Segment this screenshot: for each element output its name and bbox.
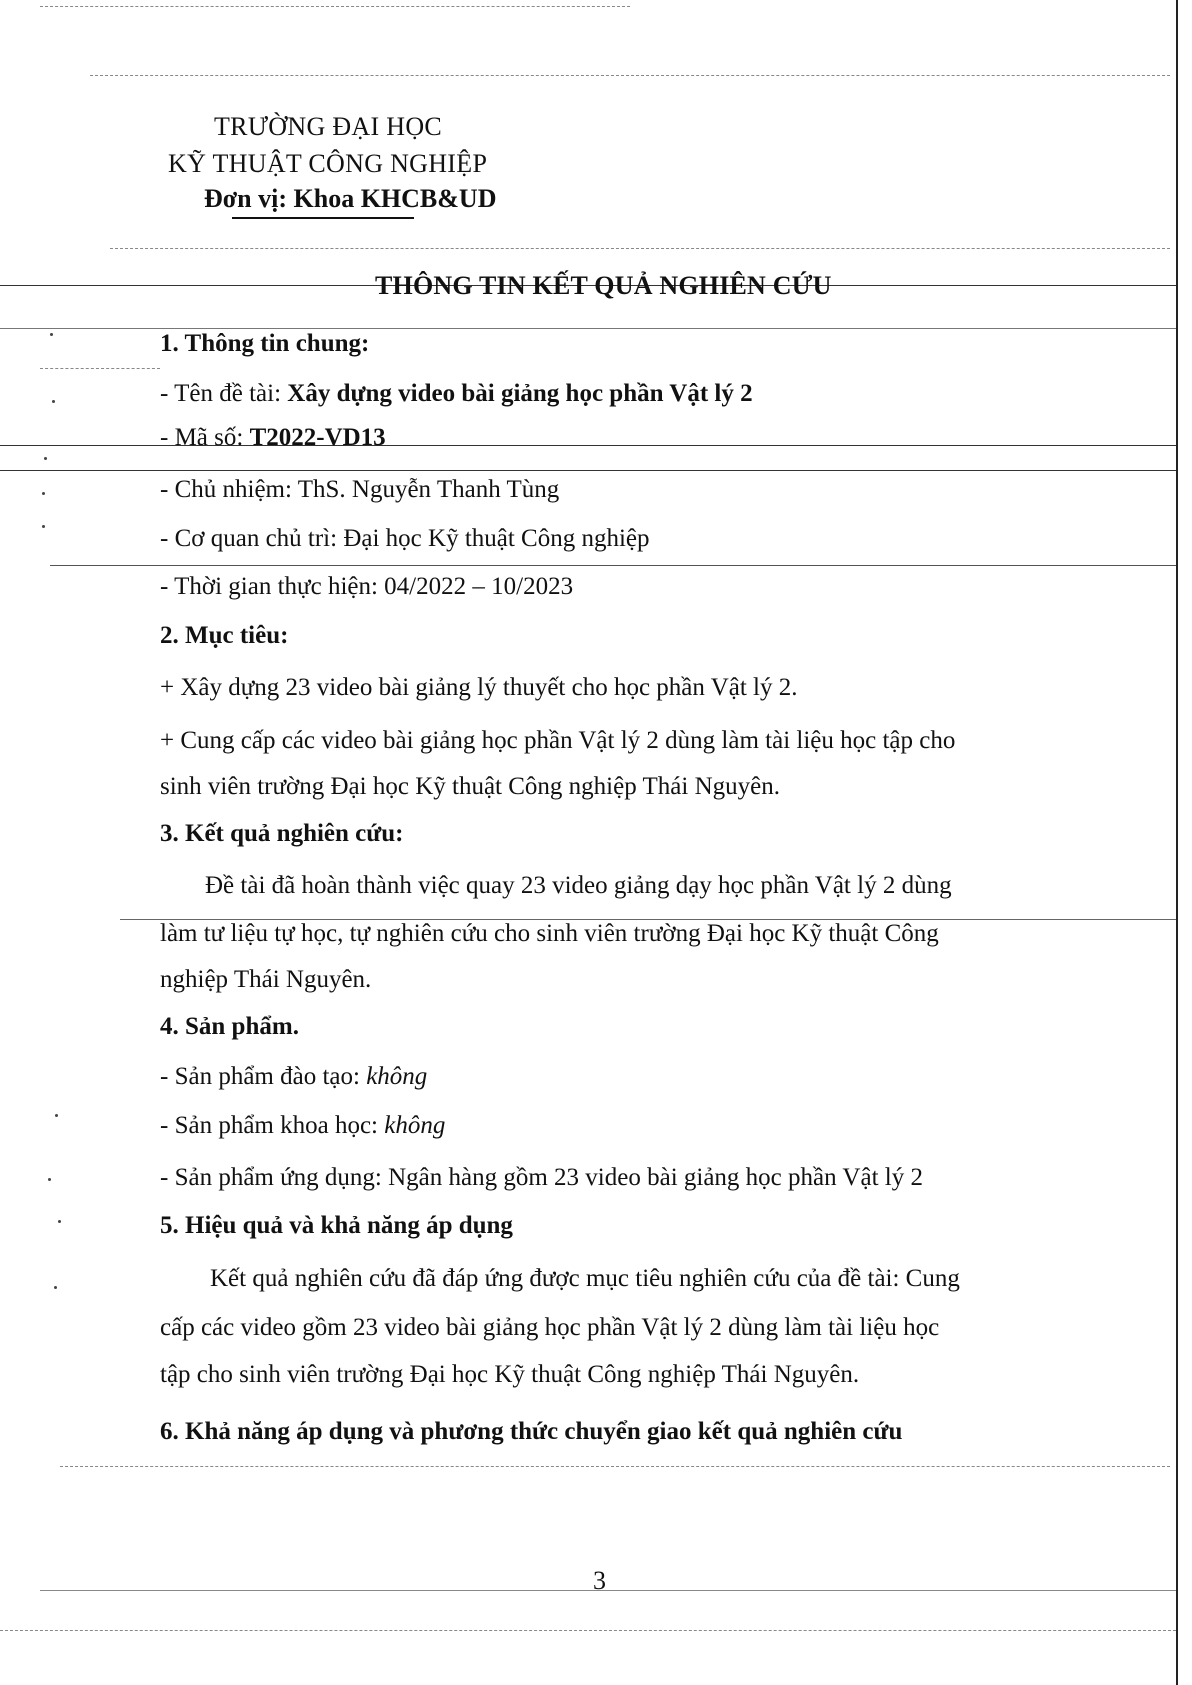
results-line2: làm tư liệu tự học, tự nghiên cứu cho sinh viên trường Đại học Kỹ thuật Công: [160, 920, 939, 947]
scan-speck: [44, 457, 47, 460]
effectiveness-line2: cấp các video gồm 23 video bài giảng học phần Vật lý 2 dùng làm tài liệu học: [160, 1314, 940, 1341]
product-training-line: [160, 1063, 427, 1091]
scan-artifact-line: [40, 6, 630, 7]
scan-speck: [52, 400, 55, 403]
section-heading-effectiveness: 5. Hiệu quả và khả năng áp dụng: [160, 1212, 513, 1239]
product-science-line: [160, 1112, 445, 1140]
topic-line: [160, 380, 753, 408]
scan-artifact-line: [40, 368, 160, 369]
topic-label: - Tên đề tài:: [160, 380, 288, 407]
product-science-label: - Sản phẩm khoa học:: [160, 1112, 385, 1139]
duration-line: - Thời gian thực hiện: 04/2022 – 10/2023: [160, 573, 574, 600]
scan-artifact-line: [110, 248, 1170, 249]
section-heading-objectives: 2. Mục tiêu:: [160, 622, 289, 649]
objective-item-2-line1: + Cung cấp các video bài giảng học phần Vật lý 2 dùng làm tài liệu học tập cho: [160, 727, 956, 754]
unit-underline: [232, 217, 414, 219]
scan-artifact-line: [60, 1466, 1170, 1467]
results-line1: Đề tài đã hoàn thành việc quay 23 video giảng dạy học phần Vật lý 2 dùng: [205, 872, 952, 899]
effectiveness-line3: tập cho sinh viên trường Đại học Kỹ thuật Công nghiệp Thái Nguyên.: [160, 1361, 860, 1388]
scan-artifact-line: [40, 1590, 1176, 1591]
product-training-value: không: [366, 1063, 428, 1090]
effectiveness-line1: Kết quả nghiên cứu đã đáp ứng được mục tiêu nghiên cứu của đề tài: Cung: [210, 1265, 960, 1292]
scan-speck: [58, 1220, 61, 1223]
unit-name: Đơn vị: Khoa KHCB&UD: [204, 184, 497, 213]
scan-artifact-line: [0, 328, 1176, 329]
scan-artifact-line: [0, 470, 1176, 471]
objective-item-1: + Xây dựng 23 video bài giảng lý thuyết cho học phần Vật lý 2.: [160, 674, 798, 701]
results-line3: nghiệp Thái Nguyên.: [160, 966, 372, 993]
section-heading-results: 3. Kết quả nghiên cứu:: [160, 820, 404, 847]
scan-speck: [42, 492, 45, 495]
scan-speck: [42, 525, 45, 528]
school-name-line2: KỸ THUẬT CÔNG NGHIỆP: [168, 149, 488, 178]
objective-item-2-line2: sinh viên trường Đại học Kỹ thuật Công nghiệp Thái Nguyên.: [160, 773, 780, 800]
scan-speck: [54, 1286, 57, 1289]
scan-artifact-line: [50, 565, 1176, 566]
section-heading-general: 1. Thông tin chung:: [160, 330, 370, 357]
product-science-value: không: [384, 1112, 446, 1139]
code-line: [160, 424, 386, 452]
school-name-line1: TRƯỜNG ĐẠI HỌC: [214, 112, 443, 141]
scan-artifact-line: [0, 1630, 1176, 1631]
page-number: 3: [593, 1566, 606, 1595]
code-value: T2022-VD13: [249, 424, 386, 451]
scan-speck: [48, 1178, 51, 1181]
code-label: - Mã số:: [160, 424, 250, 451]
host-line: - Cơ quan chủ trì: Đại học Kỹ thuật Công nghiệp: [160, 525, 650, 552]
topic-value: Xây dựng video bài giảng học phần Vật lý 2: [287, 380, 753, 407]
section-heading-transfer: 6. Khả năng áp dụng và phương thức chuyển giao kết quả nghiên cứu: [160, 1418, 903, 1445]
section-heading-products: 4. Sản phẩm.: [160, 1013, 299, 1040]
scan-artifact-line: [90, 75, 1170, 76]
leader-line: - Chủ nhiệm: ThS. Nguyễn Thanh Tùng: [160, 476, 560, 503]
product-applied-line: - Sản phẩm ứng dụng: Ngân hàng gồm 23 video bài giảng học phần Vật lý 2: [160, 1164, 923, 1191]
scan-speck: [50, 333, 53, 336]
scan-speck: [55, 1114, 58, 1117]
product-training-label: - Sản phẩm đào tạo:: [160, 1063, 367, 1090]
page-title: THÔNG TIN KẾT QUẢ NGHIÊN CỨU: [375, 271, 832, 300]
scan-edge-bar: [1176, 0, 1178, 1685]
